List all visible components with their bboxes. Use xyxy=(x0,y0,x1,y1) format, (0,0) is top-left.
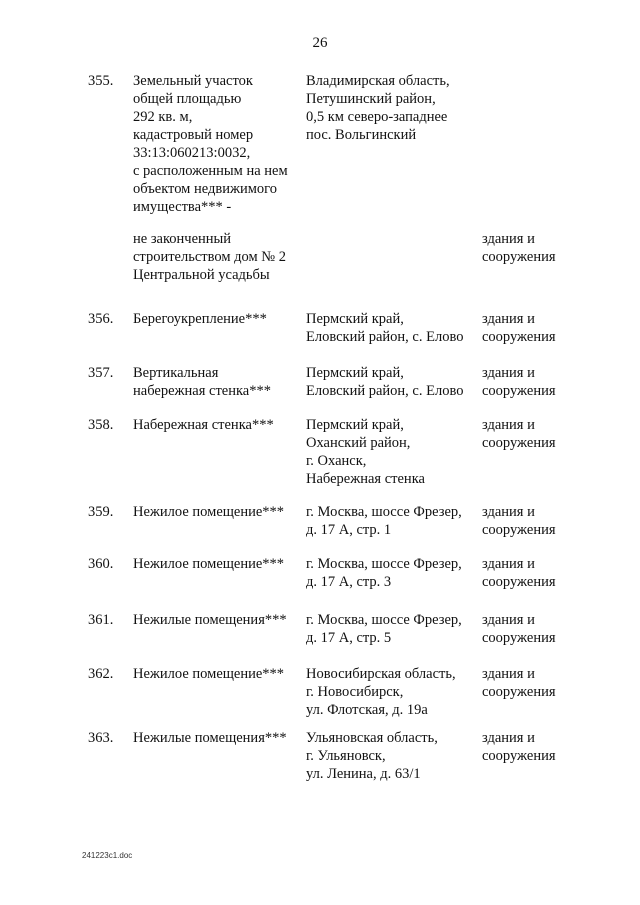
entry-type: здания и сооружения xyxy=(482,311,556,345)
entry-type: здания и сооружения xyxy=(482,504,556,538)
entry-number: 355. xyxy=(88,73,114,89)
entry-number: 363. xyxy=(88,730,114,746)
entry-name: Нежилые помещения*** xyxy=(133,730,287,746)
entry-361 xyxy=(0,611,640,665)
entry-number: 357. xyxy=(88,365,114,381)
entry-362 xyxy=(0,665,640,729)
entry-address: г. Москва, шоссе Фрезер, д. 17 А, стр. 5 xyxy=(306,612,462,646)
entry-name: Вертикальная набережная стенка*** xyxy=(133,365,271,399)
entry-number: 359. xyxy=(88,504,114,520)
entries-list xyxy=(0,72,640,789)
entry-type: здания и сооружения xyxy=(482,730,556,764)
entry-type: здания и сооружения xyxy=(482,556,556,590)
entry-address: Пермский край, Еловский район, с. Елово xyxy=(306,311,464,345)
entry-address: Владимирская область, Петушинский район, 0,5 км северо-западнее пос. Вольгинский xyxy=(306,73,450,143)
entry-number: 360. xyxy=(88,556,114,572)
entry-359 xyxy=(0,503,640,555)
entry-360 xyxy=(0,555,640,611)
entry-358 xyxy=(0,416,640,503)
entry-number: 356. xyxy=(88,311,114,327)
entry-356 xyxy=(0,310,640,364)
entry-address: Пермский край, Еловский район, с. Елово xyxy=(306,365,464,399)
entry-address: Ульяновская область, г. Ульяновск, ул. Ленина, д. 63/1 xyxy=(306,730,438,782)
entry-name: Берегоукрепление*** xyxy=(133,311,267,327)
entry-address: Пермский край, Оханский район, г. Оханск, Набережная стенка xyxy=(306,417,425,487)
entry-number: 362. xyxy=(88,666,114,682)
entry-355-continuation xyxy=(0,230,640,310)
entry-type: здания и сооружения xyxy=(482,231,556,265)
entry-name: Набережная стенка*** xyxy=(133,417,274,433)
entry-name: Нежилое помещение*** xyxy=(133,504,285,520)
entry-number: 361. xyxy=(88,612,114,628)
entry-type: здания и сооружения xyxy=(482,365,556,399)
entry-363 xyxy=(0,729,640,789)
entry-number: 358. xyxy=(88,417,114,433)
entry-name: не законченный строительством дом № 2 Центральной усадьбы xyxy=(133,231,286,283)
page-number: 26 xyxy=(312,35,328,51)
entry-address: Новосибирская область, г. Новосибирск, ул. Флотская, д. 19а xyxy=(306,666,456,718)
entry-name: Нежилое помещение*** xyxy=(133,556,285,572)
entry-name: Нежилые помещения*** xyxy=(133,612,287,628)
entry-type: здания и сооружения xyxy=(482,666,556,700)
entry-type: здания и сооружения xyxy=(482,612,556,646)
entry-name: Земельный участок общей площадью 292 кв. м, кадастровый номер 33:13:060213:0032, с расположенным на нем объектом недвижимого имущества*** - xyxy=(133,73,288,215)
entry-address: г. Москва, шоссе Фрезер, д. 17 А, стр. 1 xyxy=(306,504,462,538)
entry-355 xyxy=(0,72,640,230)
entry-357 xyxy=(0,364,640,416)
entry-name: Нежилое помещение*** xyxy=(133,666,285,682)
document-filename: 241223c1.doc xyxy=(82,851,133,860)
entry-address: г. Москва, шоссе Фрезер, д. 17 А, стр. 3 xyxy=(306,556,462,590)
entry-type: здания и сооружения xyxy=(482,417,556,451)
